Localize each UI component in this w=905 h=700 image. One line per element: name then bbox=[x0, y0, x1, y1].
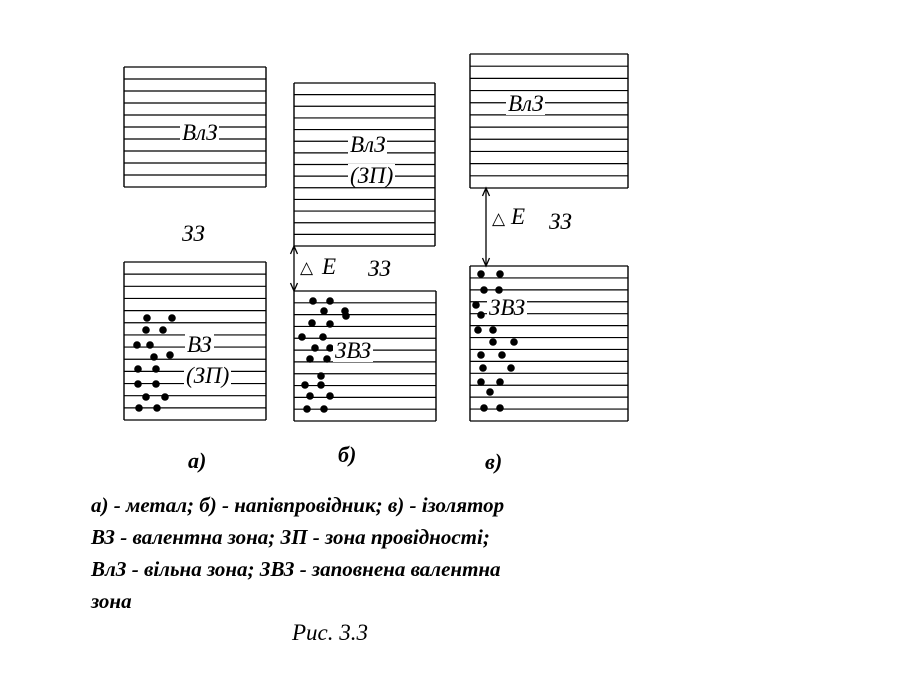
electron-dot bbox=[496, 270, 504, 278]
electron-dot bbox=[153, 404, 161, 412]
electron-dot bbox=[480, 286, 488, 294]
electron-dot bbox=[498, 351, 506, 359]
electron-dot bbox=[477, 311, 485, 319]
electron-dot bbox=[320, 307, 328, 315]
electron-dot bbox=[489, 326, 497, 334]
panel-b-delta-symbol: △ bbox=[300, 258, 314, 277]
panel-c-upper-label: ВлЗ bbox=[508, 91, 544, 116]
electron-dot bbox=[326, 320, 334, 328]
electron-dot bbox=[326, 392, 334, 400]
panel-c-gap-label: Е bbox=[511, 204, 526, 229]
electron-dot bbox=[150, 353, 158, 361]
electron-dot bbox=[326, 297, 334, 305]
panel-a-gap-label: ЗЗ bbox=[182, 221, 205, 246]
panel-b-gap-label: Е bbox=[322, 254, 337, 279]
electron-dot bbox=[161, 393, 169, 401]
legend-line-3: ВлЗ - вільна зона; ЗВЗ - заповнена валентна bbox=[91, 557, 501, 581]
panel-b-upper-label-sub: (ЗП) bbox=[350, 163, 394, 188]
electron-dot bbox=[477, 351, 485, 359]
electron-dot bbox=[309, 297, 317, 305]
electron-dot bbox=[166, 351, 174, 359]
electron-dot bbox=[472, 301, 480, 309]
panel-a-upper-label: ВлЗ bbox=[182, 120, 218, 145]
electron-dot bbox=[317, 372, 325, 380]
electron-dot bbox=[319, 333, 327, 341]
legend-line-4: зона bbox=[91, 589, 132, 613]
panel-a-lower-label-sub: (ЗП) bbox=[186, 363, 230, 388]
electron-dot bbox=[320, 405, 328, 413]
electron-dot bbox=[168, 314, 176, 322]
panel-c-caption: в) bbox=[485, 449, 503, 474]
electron-dot bbox=[152, 365, 160, 373]
electron-dot bbox=[477, 270, 485, 278]
electron-dot bbox=[142, 393, 150, 401]
electron-dot bbox=[496, 404, 504, 412]
panel-c-upper-band bbox=[470, 54, 628, 188]
electron-dot bbox=[510, 338, 518, 346]
electron-dot bbox=[134, 365, 142, 373]
electron-dot bbox=[477, 378, 485, 386]
panel-c-delta-symbol: △ bbox=[492, 209, 506, 228]
electron-dot bbox=[152, 380, 160, 388]
electron-dot bbox=[142, 326, 150, 334]
panel-c-gap-arrow bbox=[483, 188, 490, 266]
electron-dot bbox=[143, 314, 151, 322]
electron-dot bbox=[308, 319, 316, 327]
figure-caption: Рис. 3.3 bbox=[292, 620, 369, 645]
electron-dot bbox=[317, 381, 325, 389]
electron-dot bbox=[311, 344, 319, 352]
electron-dot bbox=[486, 388, 494, 396]
electron-dot bbox=[146, 341, 154, 349]
electron-dot bbox=[342, 312, 350, 320]
panel-b-caption: б) bbox=[338, 442, 357, 467]
electron-dot bbox=[303, 405, 311, 413]
electron-dot bbox=[298, 333, 306, 341]
panel-b-gap-zone: ЗЗ bbox=[368, 256, 391, 281]
electron-dot bbox=[159, 326, 167, 334]
electron-dot bbox=[474, 326, 482, 334]
panel-b-upper-label: ВлЗ bbox=[350, 132, 386, 157]
electron-dot bbox=[507, 364, 515, 372]
panel-a-lower-label: ВЗ bbox=[187, 332, 212, 357]
panel-b-lower-label: ЗВЗ bbox=[335, 338, 372, 363]
electron-dot bbox=[133, 341, 141, 349]
legend-line-2: ВЗ - валентна зона; ЗП - зона провідності; bbox=[91, 525, 490, 549]
electron-dot bbox=[495, 286, 503, 294]
electron-dot bbox=[306, 355, 314, 363]
panel-c-electrons bbox=[472, 270, 524, 412]
panel-c-lower-label: ЗВЗ bbox=[489, 295, 526, 320]
electron-dot bbox=[134, 380, 142, 388]
panel-b-gap-arrow bbox=[291, 246, 298, 291]
panel-c-gap-zone: ЗЗ bbox=[549, 209, 572, 234]
electron-dot bbox=[496, 378, 504, 386]
electron-dot bbox=[135, 404, 143, 412]
legend-line-1: а) - метал; б) - напівпровідник; в) - ізолятор bbox=[91, 493, 505, 517]
electron-dot bbox=[489, 338, 497, 346]
panel-a-electrons bbox=[133, 314, 176, 412]
electron-dot bbox=[301, 381, 309, 389]
electron-dot bbox=[479, 364, 487, 372]
panel-a-caption: а) bbox=[188, 448, 207, 473]
electron-dot bbox=[323, 355, 331, 363]
legend bbox=[91, 489, 691, 617]
electron-dot bbox=[306, 392, 314, 400]
electron-dot bbox=[480, 404, 488, 412]
